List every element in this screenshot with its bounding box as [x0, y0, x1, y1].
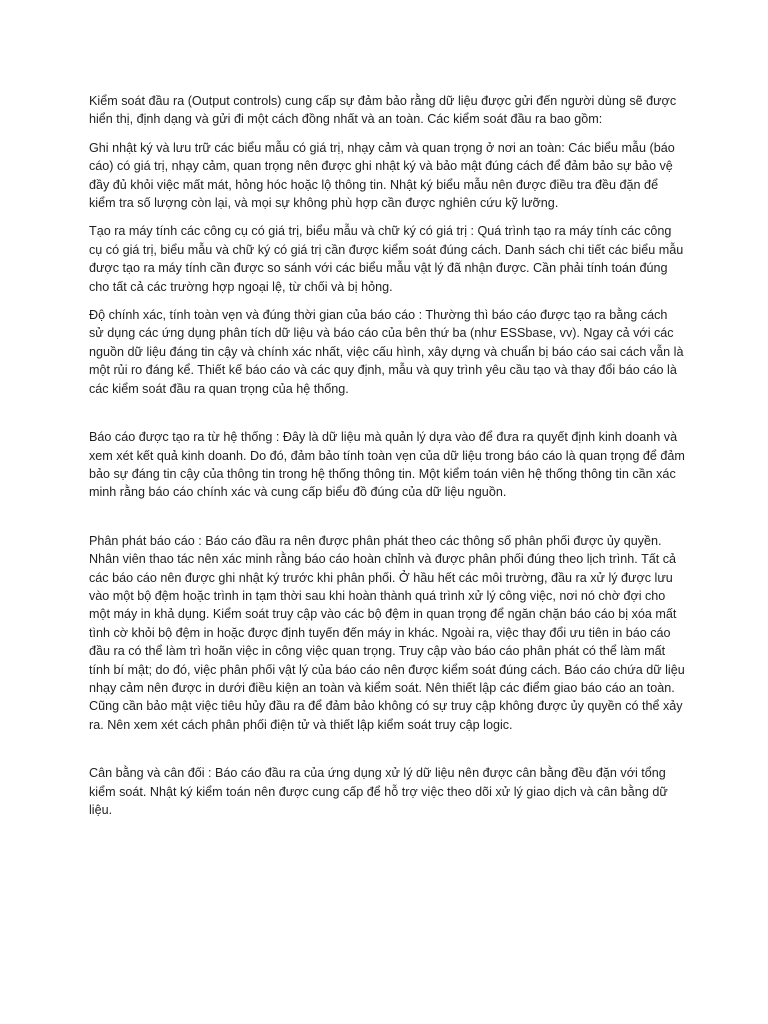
- logging-paragraph: Ghi nhật ký và lưu trữ các biểu mẫu có giá trị, nhạy cảm và quan trọng ở nơi an toàn: Các biểu mẫu (báo cáo) có giá trị, nhạy cảm, quan trọng nên được ghi nhật ký và bảo mật đúng cách để đảm bảo sự bảo vệ đầy đủ khỏi việc mất mát, hỏng hóc hoặc lộ thông tin. Nhật ký biểu mẫu nên được điều tra đều đặn để kiểm tra số lượng còn lại, và mọi sự không phù hợp cần được nghiên cứu kỹ lưỡng.: [89, 140, 675, 211]
- computer-generation-paragraph: Tạo ra máy tính các công cụ có giá trị, biểu mẫu và chữ ký có giá trị : Quá trình tạo ra máy tính các công cụ có giá trị, biểu mẫu và chữ ký có giá trị cần được kiểm soát đúng cách. Danh sách chi tiết các biểu mẫu được tạo ra máy tính cần được so sánh với các biểu mẫu vật lý đã nhận được. Cần phải tính toán đúng cho tất cả các trường hợp ngoại lệ, từ chối và bị hỏng.: [89, 224, 684, 294]
- intro-paragraph: Kiểm soát đầu ra (Output controls) cung cấp sự đảm bảo rằng dữ liệu được gửi đến người dùng sẽ được hiển thị, định dạng và gửi đi một cách đồng nhất và an toàn. Các kiểm soát đầu ra bao gồm:: [89, 94, 677, 127]
- report-accuracy-paragraph: Độ chính xác, tính toàn vẹn và đúng thời gian của báo cáo : Thường thì báo cáo được tạo ra bằng cách sử dụng các ứng dụng phân tích dữ liệu và báo cáo của bên thứ ba (như ESSbase, vv). Ngay cả với các nguồn dữ liệu đáng tin cậy và chính xác nhất, việc cấu hình, xây dựng và chuẩn bị báo cáo sai cách vẫn là một rủi ro đáng kể. Thiết kế báo cáo và các quy định, mẫu và quy trình yêu cầu tạo và thay đổi báo cáo là các kiểm soát đầu ra quan trọng của hệ thống.: [89, 308, 684, 396]
- balancing-paragraph: Cân bằng và cân đối : Báo cáo đầu ra của ứng dụng xử lý dữ liệu nên được cân bằng đều đặn với tổng kiểm soát. Nhật ký kiểm toán nên được cung cấp để hỗ trợ việc theo dõi xử lý giao dịch và cân bằng dữ liệu.: [89, 766, 668, 817]
- document-body: [89, 92, 685, 829]
- system-reports-paragraph: Báo cáo được tạo ra từ hệ thống : Đây là dữ liệu mà quản lý dựa vào để đưa ra quyết định kinh doanh và xem xét kết quả kinh doanh. Do đó, đảm bảo tính toàn vẹn của dữ liệu trong báo cáo là quan trọng để đảm bảo sự đáng tin cậy của thông tin trong hệ thống thông tin. Một kiểm toán viên hệ thống thông tin cần xác minh rằng báo cáo chính xác và cung cấp biểu đồ đúng của dữ liệu nguồn.: [89, 430, 685, 500]
- report-distribution-paragraph: Phân phát báo cáo : Báo cáo đầu ra nên được phân phát theo các thông số phân phối được ủy quyền. Nhân viên thao tác nên xác minh rằng báo cáo hoàn chỉnh và được phân phối đúng theo lịch trình. Tất cả các báo cáo nên được ghi nhật ký trước khi phân phối. Ở hầu hết các môi trường, đầu ra xử lý được lưu vào một bộ đệm hoặc trình in tạm thời sau khi hoàn thành quá trình xử lý công việc, nơi nó chờ đợi cho một máy in khả dụng. Kiểm soát truy cập vào các bộ đệm in quan trọng để ngăn chặn báo cáo bị xóa mất tình cờ khỏi bộ đệm in hoặc được định tuyến đến máy in khác. Ngoài ra, việc thay đổi ưu tiên in báo cáo đầu ra có thể làm trì hoãn việc in công việc quan trọng. Truy cập vào báo cáo phân phát có thể làm mất tính bí mật; do đó, việc phân phối vật lý của báo cáo nên được kiểm soát đúng cách. Báo cáo chứa dữ liệu nhạy cảm nên được in dưới điều kiện an toàn và kiểm soát. Nên thiết lập các điểm giao báo cáo an toàn. Cũng cần bảo mật việc tiêu hủy đầu ra để đảm bảo không có sự truy cập không được ủy quyền có thể xảy ra. Nên xem xét cách phân phối điện tử và thiết lập kiểm soát truy cập logic.: [89, 533, 685, 732]
